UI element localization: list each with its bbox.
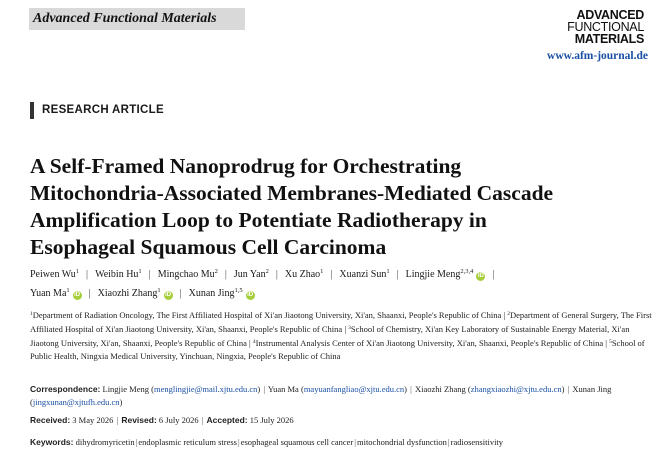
journal-name-tag: Advanced Functional Materials bbox=[29, 8, 245, 30]
affiliation: $^2$Department of General Surgery, The First Affiliated Hospital of Xi'an Jiaotong University, Xi'an, Shaanxi, People's Republic of China bbox=[30, 310, 652, 334]
author-separator: | bbox=[330, 269, 333, 280]
orcid-icon[interactable]: iD bbox=[165, 291, 172, 298]
email-link[interactable]: jingxunan@xjtufh.edu.cn bbox=[32, 397, 120, 407]
logo-line-2: FUNCTIONAL bbox=[567, 20, 644, 34]
author-separator: | bbox=[396, 269, 399, 280]
affiliation: $^4$Instrumental Analysis Center of Xi'an Jiaotong University, Xi'an, Shaanxi, People's Republic of China bbox=[252, 338, 604, 348]
author-separator: | bbox=[148, 269, 151, 280]
author-separator: | bbox=[86, 269, 89, 280]
keywords-label: Keywords: bbox=[30, 437, 74, 447]
author[interactable]: Xu Zhao$^1$ bbox=[284, 268, 324, 280]
correspondence: Correspondence: Lingjie Meng (menglingjie@mail.xjtu.edu.cn) | Yuan Ma (mayuanfangliao@xjtu.edu.cn) | Xiaozhi Zhang (zhangxiaozhi@xjtu.edu.cn) | Xunan Jing (jingxunan@xjtufh.edu.cn) bbox=[30, 384, 612, 407]
affiliation-separator: | bbox=[605, 338, 607, 348]
author[interactable]: Mingchao Mu$^2$ bbox=[157, 268, 218, 280]
affiliation-separator: | bbox=[503, 310, 506, 320]
author[interactable]: Xuanzi Sun$^1$ bbox=[339, 268, 390, 280]
orcid-icon[interactable]: iD bbox=[477, 273, 484, 279]
keyword: mitochondrial dysfunction bbox=[356, 437, 447, 447]
keyword: endoplasmic reticulum stress bbox=[138, 437, 237, 447]
keywords: Keywords: dihydromyricetin|endoplasmic reticulum stress|esophageal squamous cell cancer|mitochondrial dysfunction|radiosensitivity bbox=[30, 437, 504, 447]
article-title bbox=[30, 153, 640, 261]
affiliation: $^5$School of Public Health, Ningxia Medical University, Yinchuan, Ningxia, People's Republic of China bbox=[30, 338, 645, 361]
affiliation-separator: | bbox=[344, 324, 347, 334]
author[interactable]: Yuan Ma$^1$iD bbox=[30, 286, 81, 299]
author-separator: | bbox=[275, 269, 278, 280]
correspondent-name: Xunan Jing bbox=[572, 384, 612, 394]
logo-line-1: ADVANCED bbox=[576, 8, 644, 22]
author-list bbox=[30, 264, 650, 301]
correspondence-label: Correspondence: bbox=[30, 384, 101, 394]
author[interactable]: Lingjie Meng$^{2,3,4}$iD bbox=[405, 268, 484, 280]
received-label: Received: bbox=[30, 415, 71, 425]
logo-line-3: MATERIALS bbox=[574, 32, 644, 46]
accepted-date: 15 July 2026 bbox=[249, 415, 294, 425]
correspondent-name: Yuan Ma bbox=[267, 384, 299, 394]
author[interactable]: Xunan Jing$^{1,5}$iD bbox=[188, 286, 254, 299]
orcid-icon[interactable]: iD bbox=[247, 291, 254, 298]
accepted-label: Accepted: bbox=[206, 415, 248, 425]
title-line: Amplification Loop to Potentiate Radiotherapy in bbox=[30, 208, 487, 232]
title-line: Esophageal Squamous Cell Carcinoma bbox=[30, 235, 387, 259]
journal-logo bbox=[554, 9, 644, 45]
author[interactable]: Peiwen Wu$^1$ bbox=[30, 268, 80, 280]
author-separator: | bbox=[179, 287, 182, 299]
author-separator: | bbox=[224, 269, 227, 280]
revised-date: 6 July 2026 bbox=[158, 415, 199, 425]
correspondent-name: Xiaozhi Zhang bbox=[414, 384, 466, 394]
affiliation: $^3$School of Chemistry, Xi'an Key Laboratory of Sustainable Energy Material, Xi'an Jiaotong University, Xi'an, Shaanxi, People's Republic of China bbox=[30, 324, 630, 348]
email-link[interactable]: zhangxiaozhi@xjtu.edu.cn bbox=[470, 384, 562, 394]
affiliations bbox=[30, 308, 652, 363]
affiliation: $^1$Department of Radiation Oncology, The First Affiliated Hospital of Xi'an Jiaotong University, Xi'an, Shaanxi, People's Republic of China bbox=[30, 310, 502, 320]
revised-label: Revised: bbox=[121, 415, 157, 425]
correspondent-name: Lingjie Meng bbox=[102, 384, 150, 394]
title-line: Mitochondria-Associated Membranes-Mediated Cascade bbox=[30, 181, 554, 205]
title-line: A Self-Framed Nanoprodrug for Orchestrating bbox=[30, 154, 462, 178]
received-date: 3 May 2026 bbox=[72, 415, 114, 425]
journal-url-link[interactable]: www.afm-journal.de bbox=[547, 50, 648, 62]
article-type-label: RESEARCH ARTICLE bbox=[30, 102, 164, 119]
author-separator: | bbox=[88, 287, 91, 299]
email-link[interactable]: mayuanfangliao@xjtu.edu.cn bbox=[303, 384, 405, 394]
author-separator: | bbox=[492, 269, 495, 280]
orcid-icon[interactable]: iD bbox=[74, 291, 81, 298]
author[interactable]: Weibin Hu$^1$ bbox=[95, 268, 142, 280]
affiliation-separator: | bbox=[249, 338, 251, 348]
keyword: esophageal squamous cell cancer bbox=[240, 437, 354, 447]
author[interactable]: Jun Yan$^2$ bbox=[233, 268, 269, 280]
article-dates: Received: 3 May 2026 | Revised: 6 July 2026 | Accepted: 15 July 2026 bbox=[30, 415, 294, 425]
keyword: dihydromyricetin bbox=[75, 437, 135, 447]
author[interactable]: Xiaozhi Zhang$^1$iD bbox=[97, 286, 172, 299]
email-link[interactable]: menglingjie@mail.xjtu.edu.cn bbox=[153, 384, 258, 394]
keyword: radiosensitivity bbox=[450, 437, 504, 447]
